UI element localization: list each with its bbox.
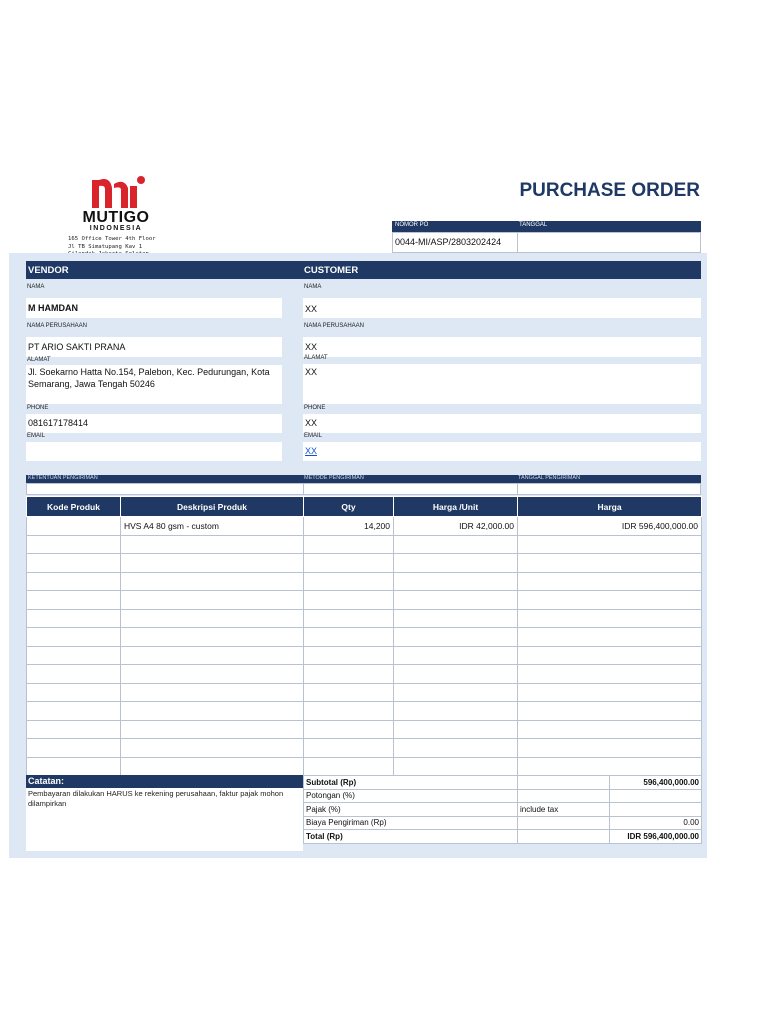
summary-row bbox=[304, 830, 702, 844]
summary-value[interactable] bbox=[610, 803, 702, 817]
col-deskripsi-produk: Deskripsi Produk bbox=[121, 497, 304, 517]
company-logo-name: MUTIGO bbox=[82, 209, 150, 226]
divider bbox=[517, 484, 518, 494]
po-number-field[interactable]: 0044-MI/ASP/2803202424 bbox=[395, 237, 502, 247]
cell-harga-unit[interactable] bbox=[394, 739, 518, 758]
cell-deskripsi[interactable] bbox=[121, 683, 304, 702]
company-logo-mark bbox=[90, 174, 148, 210]
cell-qty[interactable] bbox=[304, 683, 394, 702]
summary-mid[interactable] bbox=[518, 830, 610, 844]
cell-kode[interactable] bbox=[27, 739, 121, 758]
cell-kode[interactable] bbox=[27, 665, 121, 684]
ketentuan-label: KETENTUAN PENGIRIMAN bbox=[28, 475, 98, 481]
cell-deskripsi[interactable] bbox=[121, 609, 304, 628]
cell-deskripsi[interactable]: HVS A4 80 gsm - custom bbox=[121, 517, 304, 536]
cell-harga-unit[interactable] bbox=[394, 665, 518, 684]
table-row bbox=[27, 554, 702, 573]
cell-qty[interactable] bbox=[304, 609, 394, 628]
customer-email-label: EMAIL bbox=[304, 433, 323, 439]
notes-text: Pembayaran dilakukan HARUS ke rekening perusahaan, faktur pajak mohon dilampirkan bbox=[28, 789, 284, 808]
cell-qty[interactable] bbox=[304, 720, 394, 739]
cell-kode[interactable] bbox=[27, 535, 121, 554]
vendor-alamat-field[interactable] bbox=[26, 365, 282, 404]
cell-harga-unit[interactable] bbox=[394, 628, 518, 647]
cell-harga[interactable] bbox=[518, 535, 702, 554]
vendor-phone-field[interactable] bbox=[26, 414, 282, 433]
summary-label: Pajak (%) bbox=[304, 803, 518, 817]
cell-qty[interactable]: 14,200 bbox=[304, 517, 394, 536]
cell-kode[interactable] bbox=[27, 720, 121, 739]
vendor-perusahaan-label: NAMA PERUSAHAAN bbox=[27, 323, 88, 329]
shipping-row bbox=[26, 483, 701, 495]
summary-row bbox=[304, 776, 702, 790]
cell-harga[interactable] bbox=[518, 554, 702, 573]
cell-deskripsi[interactable] bbox=[121, 591, 304, 610]
vendor-phone-label: PHONE bbox=[27, 405, 49, 411]
cell-kode[interactable] bbox=[27, 591, 121, 610]
table-row bbox=[27, 720, 702, 739]
customer-perusahaan-label: NAMA PERUSAHAAN bbox=[304, 323, 365, 329]
cell-deskripsi[interactable] bbox=[121, 702, 304, 721]
cell-harga[interactable] bbox=[518, 646, 702, 665]
cell-harga-unit[interactable] bbox=[394, 646, 518, 665]
cell-harga-unit[interactable] bbox=[394, 720, 518, 739]
customer-nama-value: XX bbox=[305, 304, 318, 314]
cell-harga-unit[interactable] bbox=[394, 554, 518, 573]
divider bbox=[517, 233, 518, 252]
cell-harga[interactable] bbox=[518, 720, 702, 739]
cell-harga-unit[interactable] bbox=[394, 591, 518, 610]
cell-deskripsi[interactable] bbox=[121, 628, 304, 647]
customer-alamat-value: XX bbox=[305, 367, 318, 377]
cell-harga[interactable] bbox=[518, 683, 702, 702]
cell-harga[interactable] bbox=[518, 572, 702, 591]
notes-header bbox=[26, 775, 303, 788]
notes-heading: Catatan: bbox=[28, 776, 65, 786]
cell-kode[interactable] bbox=[27, 757, 121, 776]
col-qty: Qty bbox=[304, 497, 394, 517]
summary-row bbox=[304, 789, 702, 803]
table-row bbox=[27, 702, 702, 721]
summary-row bbox=[304, 803, 702, 817]
table-row bbox=[27, 757, 702, 776]
cell-qty[interactable] bbox=[304, 591, 394, 610]
summary-mid[interactable] bbox=[518, 776, 610, 790]
cell-harga-unit[interactable] bbox=[394, 757, 518, 776]
customer-email-link[interactable]: XX bbox=[305, 446, 318, 456]
customer-heading: CUSTOMER bbox=[304, 265, 359, 276]
address-line-1: 165 Office Tower 4th Floor bbox=[68, 236, 156, 242]
table-row bbox=[27, 628, 702, 647]
cell-deskripsi[interactable] bbox=[121, 535, 304, 554]
customer-perusahaan-field[interactable] bbox=[303, 337, 701, 357]
customer-nama-field[interactable] bbox=[303, 298, 701, 318]
tanggal-pengiriman-label: TANGGAL PENGIRIMAN bbox=[518, 475, 581, 481]
vendor-phone-value: 081617178414 bbox=[28, 418, 89, 428]
vendor-alamat-line-2: Semarang, Jawa Tengah 50246 bbox=[28, 379, 155, 389]
vendor-alamat-line-1: Jl. Soekarno Hatta No.154, Palebon, Kec. Pedurungan, Kota bbox=[28, 367, 270, 377]
cell-deskripsi[interactable] bbox=[121, 665, 304, 684]
customer-phone-value: XX bbox=[305, 418, 318, 428]
cell-harga-unit[interactable] bbox=[394, 572, 518, 591]
vendor-nama-label: NAMA bbox=[27, 284, 45, 290]
table-row bbox=[27, 535, 702, 554]
divider bbox=[303, 484, 304, 494]
summary-value[interactable]: 0.00 bbox=[610, 816, 702, 830]
summary-label: Subtotal (Rp) bbox=[304, 776, 518, 790]
cell-kode[interactable] bbox=[27, 517, 121, 536]
summary-label: Biaya Pengiriman (Rp) bbox=[304, 816, 518, 830]
table-row bbox=[27, 609, 702, 628]
cell-kode[interactable] bbox=[27, 628, 121, 647]
cell-harga[interactable] bbox=[518, 628, 702, 647]
cell-qty[interactable] bbox=[304, 665, 394, 684]
summary-mid[interactable]: include tax bbox=[518, 803, 610, 817]
cell-harga[interactable] bbox=[518, 591, 702, 610]
summary-table bbox=[303, 775, 702, 844]
customer-perusahaan-value: XX bbox=[305, 342, 318, 352]
page-title: PURCHASE ORDER bbox=[519, 180, 700, 201]
table-row bbox=[27, 683, 702, 702]
summary-mid[interactable] bbox=[518, 789, 610, 803]
vendor-nama-value: M HAMDAN bbox=[28, 303, 78, 313]
customer-nama-label: NAMA bbox=[304, 284, 322, 290]
summary-value[interactable] bbox=[610, 789, 702, 803]
cell-kode[interactable] bbox=[27, 609, 121, 628]
customer-phone-label: PHONE bbox=[304, 405, 326, 411]
items-table bbox=[26, 496, 702, 776]
address-line-2: Jl TB Simatupang Kav 1 bbox=[68, 243, 143, 250]
cell-qty[interactable] bbox=[304, 702, 394, 721]
table-row bbox=[27, 646, 702, 665]
vendor-perusahaan-field[interactable] bbox=[26, 337, 282, 357]
company-logo-sub: INDONESIA bbox=[89, 225, 143, 232]
po-date-label: TANGGAL bbox=[519, 222, 548, 228]
cell-deskripsi[interactable] bbox=[121, 646, 304, 665]
cell-harga-unit[interactable] bbox=[394, 683, 518, 702]
cell-harga[interactable] bbox=[518, 665, 702, 684]
table-row bbox=[27, 739, 702, 758]
cell-harga[interactable] bbox=[518, 757, 702, 776]
col-harga-unit: Harga /Unit bbox=[394, 497, 518, 517]
col-harga: Harga bbox=[518, 497, 702, 517]
cell-harga[interactable] bbox=[518, 609, 702, 628]
table-row bbox=[27, 572, 702, 591]
cell-kode[interactable] bbox=[27, 702, 121, 721]
table-row bbox=[27, 665, 702, 684]
cell-harga-unit[interactable] bbox=[394, 535, 518, 554]
po-header bbox=[392, 221, 701, 232]
cell-deskripsi[interactable] bbox=[121, 554, 304, 573]
summary-value[interactable]: IDR 596,400,000.00 bbox=[610, 830, 702, 844]
cell-qty[interactable] bbox=[304, 757, 394, 776]
cell-deskripsi[interactable] bbox=[121, 739, 304, 758]
cell-harga[interactable]: IDR 596,400,000.00 bbox=[518, 517, 702, 536]
customer-alamat-field[interactable] bbox=[303, 364, 701, 404]
table-row bbox=[27, 591, 702, 610]
vendor-perusahaan-value: PT ARIO SAKTI PRANA bbox=[28, 342, 126, 352]
cell-qty[interactable] bbox=[304, 554, 394, 573]
col-kode-produk: Kode Produk bbox=[27, 497, 121, 517]
vendor-alamat-label: ALAMAT bbox=[27, 357, 51, 363]
summary-label: Potongan (%) bbox=[304, 789, 518, 803]
cell-harga-unit[interactable] bbox=[394, 702, 518, 721]
notes-box[interactable] bbox=[26, 788, 303, 851]
cell-harga-unit[interactable] bbox=[394, 609, 518, 628]
cell-kode[interactable] bbox=[27, 646, 121, 665]
cell-qty[interactable] bbox=[304, 535, 394, 554]
vendor-heading: VENDOR bbox=[28, 265, 69, 276]
cell-kode[interactable] bbox=[27, 554, 121, 573]
cell-harga-unit[interactable]: IDR 42,000.00 bbox=[394, 517, 518, 536]
cell-deskripsi[interactable] bbox=[121, 572, 304, 591]
vendor-nama-field[interactable] bbox=[26, 298, 282, 318]
cell-harga[interactable] bbox=[518, 702, 702, 721]
customer-alamat-label: ALAMAT bbox=[304, 355, 328, 361]
table-row bbox=[27, 517, 702, 536]
cell-qty[interactable] bbox=[304, 628, 394, 647]
metode-label: METODE PENGIRIMAN bbox=[304, 475, 364, 481]
cell-kode[interactable] bbox=[27, 683, 121, 702]
cell-deskripsi[interactable] bbox=[121, 757, 304, 776]
summary-label: Total (Rp) bbox=[304, 830, 518, 844]
customer-email-field[interactable] bbox=[303, 442, 701, 461]
po-number-label: NOMOR PO bbox=[395, 222, 429, 228]
vendor-email-label: EMAIL bbox=[27, 433, 46, 439]
summary-value[interactable]: 596,400,000.00 bbox=[610, 776, 702, 790]
table-header-row bbox=[27, 497, 702, 517]
cell-qty[interactable] bbox=[304, 572, 394, 591]
cell-harga[interactable] bbox=[518, 739, 702, 758]
customer-phone-field[interactable] bbox=[303, 414, 701, 433]
shipping-header bbox=[26, 475, 701, 483]
section-header bbox=[26, 261, 701, 279]
cell-kode[interactable] bbox=[27, 572, 121, 591]
cell-deskripsi[interactable] bbox=[121, 720, 304, 739]
summary-row bbox=[304, 816, 702, 830]
cell-qty[interactable] bbox=[304, 646, 394, 665]
cell-qty[interactable] bbox=[304, 739, 394, 758]
po-values bbox=[392, 232, 701, 253]
summary-mid[interactable] bbox=[518, 816, 610, 830]
vendor-email-field[interactable] bbox=[26, 442, 282, 461]
